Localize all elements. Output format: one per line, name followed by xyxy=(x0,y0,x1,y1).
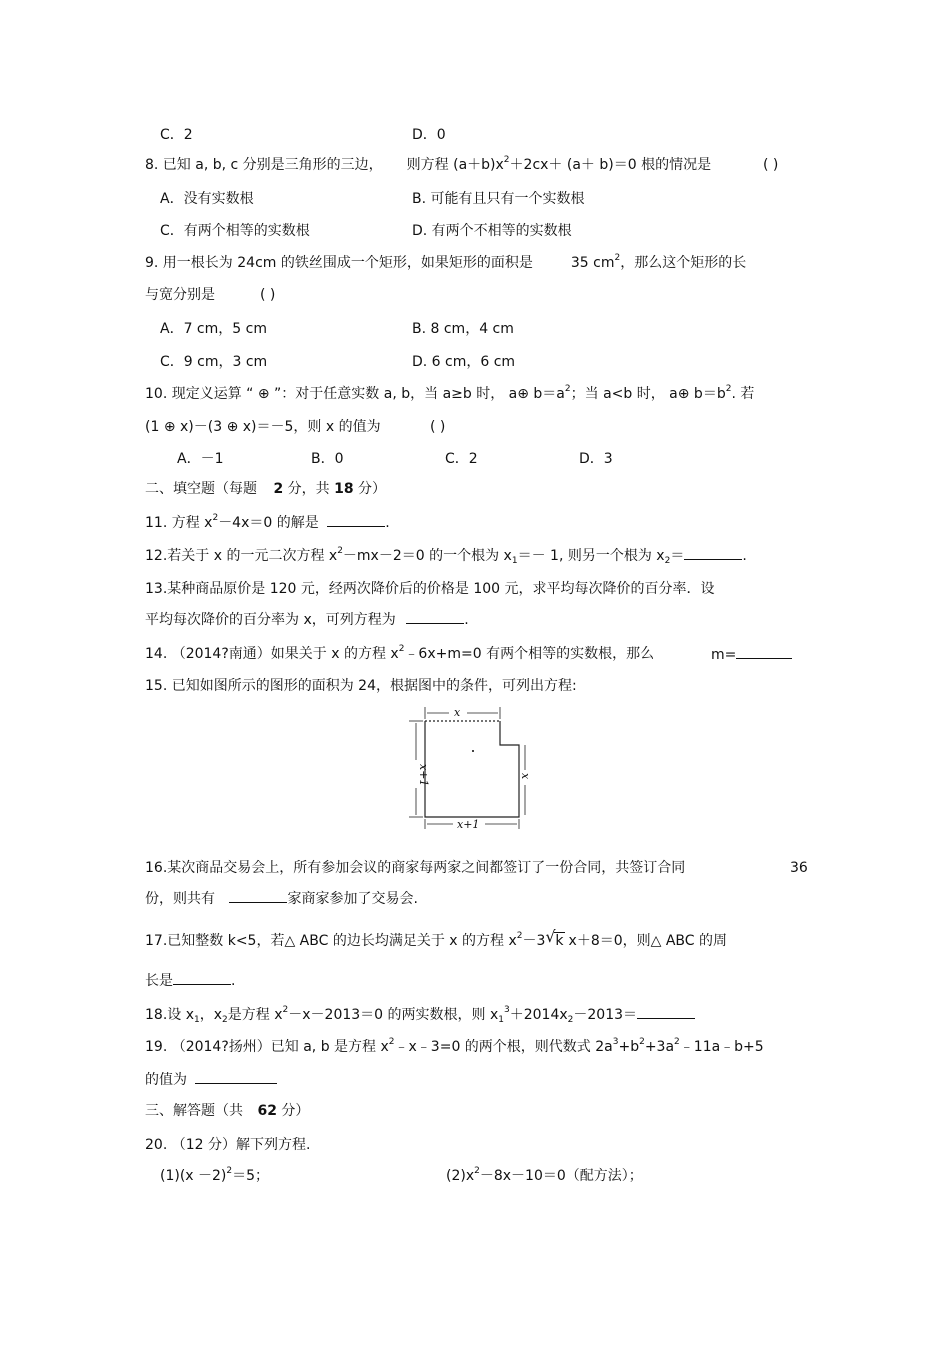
q9-option-c: C．9 cm，3 cm xyxy=(160,354,268,370)
q17-sqrt: √ k xyxy=(545,927,564,949)
section-2-pre: 二、填空题（每题 xyxy=(145,481,257,497)
section-3-end: 分） xyxy=(281,1103,310,1119)
q18-sub-4: 2 xyxy=(567,1015,574,1025)
q7-option-c: C．2 xyxy=(160,127,193,143)
section-3-pre: 三、解答题（共 xyxy=(145,1103,243,1119)
q16-line2b: 家商家参加了交易会. xyxy=(287,891,418,907)
q10-stem xyxy=(145,384,754,404)
section-3-total: 62 xyxy=(257,1103,277,1119)
section-2-mid: 分，共 xyxy=(287,481,330,497)
figure-left-label: x+1 xyxy=(417,764,430,787)
q8-stem-part2: 则方程 (a＋b)x xyxy=(406,157,504,173)
q14 xyxy=(145,644,654,664)
q18-m1: ，x xyxy=(199,1007,223,1023)
q20-part2 xyxy=(446,1166,643,1186)
q16-answer-blank[interactable] xyxy=(229,888,287,903)
q17-exponent: 2 xyxy=(516,931,523,941)
q19-line2 xyxy=(145,1069,277,1089)
q10-exponent-1: 2 xyxy=(564,384,571,394)
q20-part1 xyxy=(160,1166,269,1186)
q18-end: －2013＝ xyxy=(573,1007,638,1023)
q8-option-a: A．没有实数根 xyxy=(160,191,254,207)
q10-stem-part1: 10. 现定义运算 “ ⊕ ”：对于任意实数 a, b，当 a≥b 时， a⊕ b＝a xyxy=(145,386,565,402)
section-2-points-each: 2 xyxy=(273,481,284,497)
q19-exp-1: 3 xyxy=(612,1037,619,1047)
q11-post: －4x＝0 的解是 xyxy=(218,515,319,531)
q20-part1-a: (1)(x －2) xyxy=(160,1168,227,1184)
q10-stem-part2: ；当 a<b 时， a⊕ b＝b xyxy=(570,386,726,402)
q12-dot: . xyxy=(742,548,747,564)
figure-bottom-label: x+1 xyxy=(457,818,480,830)
q7-option-d: D．0 xyxy=(412,127,446,143)
q16-line2a: 份，则共有 xyxy=(145,891,215,907)
q9-stem-part2: 35 cm xyxy=(570,255,615,271)
q12-pre: 12.若关于 x 的一元二次方程 x xyxy=(145,548,338,564)
q20-part2-a: (2)x xyxy=(446,1168,475,1184)
q18-m2: 是方程 x xyxy=(227,1007,283,1023)
q17-radicand: k xyxy=(555,933,564,949)
q8-stem xyxy=(145,155,711,175)
q13-line2 xyxy=(145,609,469,629)
q18-sub-3: 1 xyxy=(498,1015,504,1025)
q10-option-c: C．2 xyxy=(445,451,478,467)
q18 xyxy=(145,1004,695,1024)
q8-exponent: 2 xyxy=(503,155,510,165)
section-2-end: 分） xyxy=(358,481,387,497)
q19-line2-text: 的值为 xyxy=(145,1072,187,1088)
q9-exponent: 2 xyxy=(614,253,621,263)
q10-option-a: A．－1 xyxy=(177,451,224,467)
q9-option-a: A．7 cm，5 cm xyxy=(160,321,267,337)
q17-mid: －3 xyxy=(522,933,546,949)
q10-paren: ( ) xyxy=(430,419,446,435)
section-2-total: 18 xyxy=(334,481,354,497)
q17-line2-text: 长是 xyxy=(145,973,173,989)
q19-end: ﹣11a﹣b+5 xyxy=(679,1039,764,1055)
q19-answer-blank[interactable] xyxy=(195,1069,277,1084)
q12-sub-2: 2 xyxy=(664,556,671,566)
q16-line1: 16.某次商品交易会上，所有参加会议的商家每两家之间都签订了一份合同，共签订合同 xyxy=(145,860,686,876)
section-2-heading xyxy=(145,479,386,499)
q18-exp-3: 3 xyxy=(504,1005,510,1015)
q18-pre: 18.设 x xyxy=(145,1007,194,1023)
q17-line2 xyxy=(145,970,235,990)
q15-stem: 15. 已知如图所示的图形的面积为 24，根据图中的条件，可列出方程: xyxy=(145,678,577,694)
q14-m-label: m= xyxy=(711,647,737,663)
q8-stem-part1: 8. 已知 a, b, c 分别是三角形的三边， xyxy=(145,157,383,173)
q9-stem xyxy=(145,253,746,273)
q17-end: . xyxy=(231,973,236,989)
figure-right-label: x xyxy=(519,773,532,780)
q19-exponent: 2 xyxy=(388,1037,395,1047)
q17-pre: 17.已知整数 k<5，若△ ABC 的边长均满足关于 x 的方程 x xyxy=(145,933,517,949)
q20-part2-b: －8x－10＝0（配方法）； xyxy=(479,1168,643,1184)
q10-stem-part3: . 若 xyxy=(731,386,755,402)
q19-m3: +3a xyxy=(644,1039,675,1055)
figure-top-label: x xyxy=(454,706,461,719)
section-3-heading xyxy=(145,1101,309,1121)
q11-exponent: 2 xyxy=(212,513,219,523)
q10-exponent-2: 2 xyxy=(725,384,732,394)
q18-sub-2: 2 xyxy=(222,1015,228,1025)
q12-exponent: 2 xyxy=(337,546,343,556)
q11 xyxy=(145,512,390,532)
figure-outline xyxy=(425,721,519,817)
q12 xyxy=(145,545,747,565)
q17-post: x＋8＝0，则△ ABC 的周 xyxy=(568,933,728,949)
q12-end: ＝ xyxy=(670,548,685,564)
q8-option-c: C．有两个相等的实数根 xyxy=(160,223,310,239)
q19-exp-3: 2 xyxy=(674,1037,680,1047)
q19-m2: +b xyxy=(618,1039,640,1055)
q9-option-d: D. 6 cm，6 cm xyxy=(412,354,516,370)
q10-option-d: D．3 xyxy=(579,451,613,467)
q8-option-d: D. 有两个不相等的实数根 xyxy=(412,223,572,239)
q9-stem-part1: 9. 用一根长为 24cm 的铁丝围成一个矩形，如果矩形的面积是 xyxy=(145,255,533,271)
q18-m4: ＋2014x xyxy=(509,1007,568,1023)
q12-mid2: ＝－ 1, 则另一个根为 x xyxy=(517,548,665,564)
q20-part2-exp: 2 xyxy=(474,1166,480,1176)
q13-answer-blank[interactable] xyxy=(406,609,464,624)
q18-exp-1: 2 xyxy=(282,1005,289,1015)
q11-pre: 11. 方程 x xyxy=(145,515,213,531)
q8-option-b: B. 可能有且只有一个实数根 xyxy=(412,191,585,207)
q14-exponent: 2 xyxy=(398,644,405,654)
q19-exp-2: 2 xyxy=(639,1037,645,1047)
q20-part1-b: ＝5； xyxy=(232,1168,270,1184)
q20-part1-exp: 2 xyxy=(226,1166,233,1176)
q17-answer-blank[interactable] xyxy=(173,970,231,985)
q14-answer xyxy=(711,644,792,664)
q12-mid: －mx－2＝0 的一个根为 x xyxy=(342,548,512,564)
q18-sub-1: 1 xyxy=(194,1015,200,1025)
q14-post: ﹣6x+m=0 有两个相等的实数根，那么 xyxy=(404,646,655,662)
q9-option-b: B. 8 cm，4 cm xyxy=(412,321,514,337)
q18-answer-blank[interactable] xyxy=(637,1004,695,1019)
q19-mid: ﹣x﹣3=0 的两个根，则代数式 2a xyxy=(394,1039,613,1055)
q17-line1 xyxy=(145,927,728,951)
q15-figure xyxy=(405,705,535,830)
q14-answer-blank[interactable] xyxy=(736,644,792,659)
q13-end: . xyxy=(464,612,469,628)
q9-paren: ( ) xyxy=(260,287,276,303)
q8-paren: ( ) xyxy=(763,157,779,173)
q12-sub-1: 1 xyxy=(511,556,518,566)
q9-stem-part3: ，那么这个矩形的长 xyxy=(620,255,747,271)
q8-stem-part3: ＋2cx＋ (a＋ b)＝0 根的情况是 xyxy=(509,157,712,173)
q11-end: . xyxy=(385,515,390,531)
q19-line1 xyxy=(145,1037,764,1057)
q19-pre: 19. （2014?扬州）已知 a, b 是方程 x xyxy=(145,1039,389,1055)
q20-stem: 20. （12 分）解下列方程. xyxy=(145,1137,311,1153)
q10-stem-line2: (1 ⊕ x)－(3 ⊕ x)＝－5，则 x 的值为 xyxy=(145,419,381,435)
q16-number: 36 xyxy=(790,860,808,876)
q10-option-b: B．0 xyxy=(311,451,344,467)
q18-m3: －x－2013＝0 的两实数根，则 x xyxy=(288,1007,499,1023)
q16-line2 xyxy=(145,888,418,908)
q9-stem-line2: 与宽分别是 xyxy=(145,287,215,303)
q12-answer-blank[interactable] xyxy=(684,545,742,560)
q13-line2-text: 平均每次降价的百分率为 x，可列方程为 xyxy=(145,612,396,628)
q13-line1: 13.某种商品原价是 120 元，经两次降价后的价格是 100 元，求平均每次降价的百分率．设 xyxy=(145,581,715,597)
q14-pre: 14. （2014?南通）如果关于 x 的方程 x xyxy=(145,646,399,662)
q11-answer-blank[interactable] xyxy=(327,512,385,527)
